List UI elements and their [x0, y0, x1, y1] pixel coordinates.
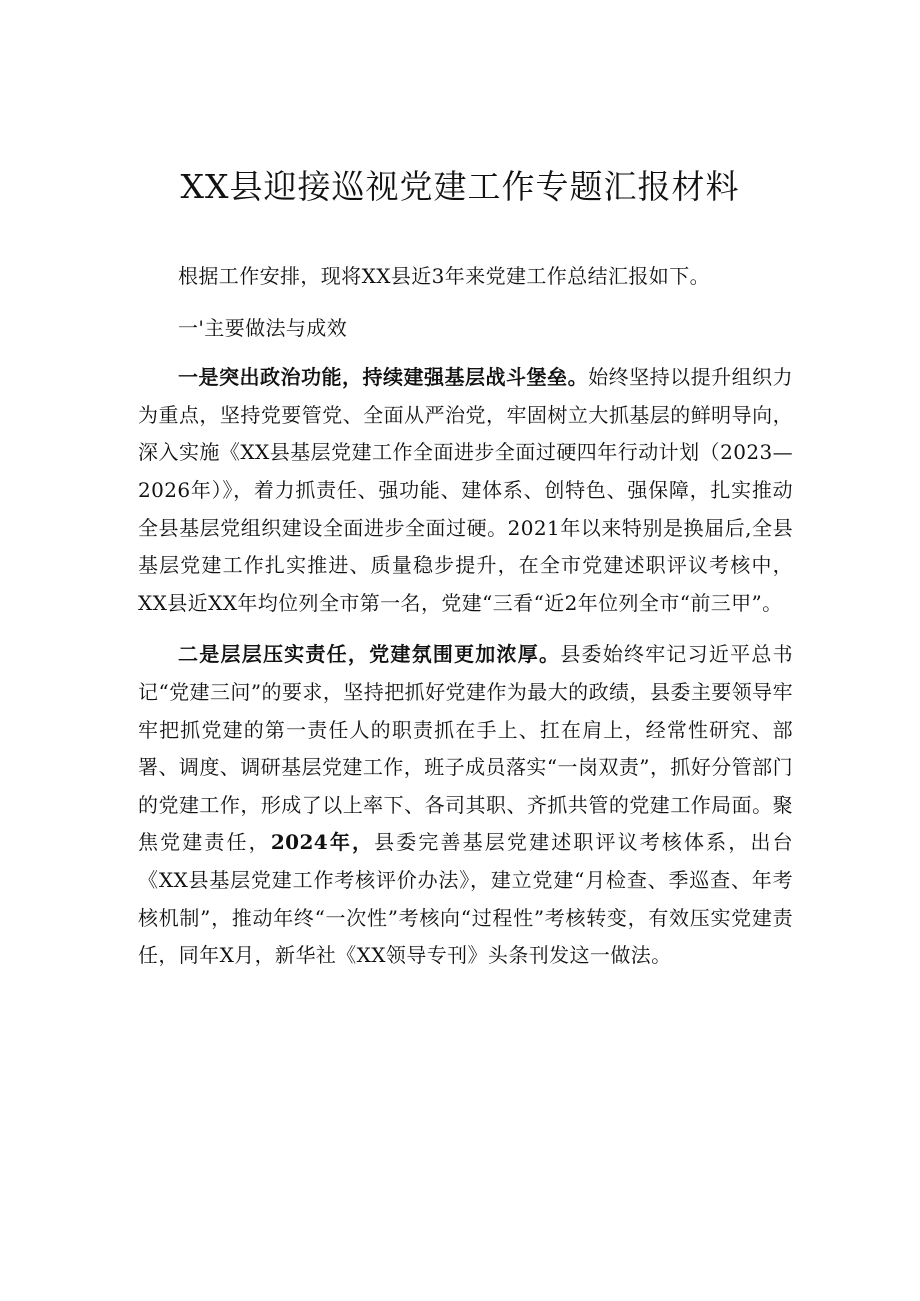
paragraph-one [138, 359, 793, 622]
paragraph-one-text: 始终坚持以提升组织力为重点，坚持党要管党、全面从严治党，牢固树立大抓基层的鲜明导向，深入实施《XX县基层党建工作全面进步全面过硬四年行动计划（2023—2026年）》，着力抓责任、强功能、建体系、创特色、强保障，扎实推动全县基层党组织建设全面进步全面过硬。2021年以来特别是换届后,全县基层党建工作扎实推进、质量稳步提升，在全市党建述职评议考核中，XX县近XX年均位列全市第一名，党建“三看“近2年位列全市“前三甲”。 [138, 365, 794, 615]
document-title: XX县迎接巡视党建工作专题汇报材料 [180, 167, 740, 206]
paragraph-two-lead: 二是层层压实责任，党建氛围更加浓厚。 [178, 642, 561, 667]
paragraph-one-lead: 一是突出政治功能，持续建强基层战斗堡垒。 [178, 365, 589, 390]
paragraph-two [138, 636, 793, 974]
paragraph-two-text-a: 县委始终牢记习近平总书记“党建三问”的要求，坚持把抓好党建作为最大的政绩，县委主要领导牢牢把抓党建的第一责任人的职责抓在手上、扛在肩上，经常性研究、部署、调度、调研基层党建工作，班子成员落实“一岗双责”，抓好分管部门的党建工作，形成了以上率下、各司其职、齐抓共管的党建工作局面。聚焦党建责任， [138, 642, 794, 855]
paragraph-two-text-b: 县委完善基层党建述职评议考核体系，出台《XX县基层党建工作考核评价办法》，建立党建“月检查、季巡查、年考核机制”，推动年终“一次性”考核向“过程性”考核转变，有效压实党建责任，同年X月，新华社《XX领导专刊》头条刊发这一做法。 [138, 830, 793, 968]
section-heading: 一'主要做法与成效 [178, 315, 348, 340]
paragraph-two-bold-year: 2024年， [270, 830, 375, 855]
intro-paragraph: 根据工作安排，现将XX县近3年来党建工作总结汇报如下。 [178, 264, 711, 288]
document-body [138, 258, 793, 989]
